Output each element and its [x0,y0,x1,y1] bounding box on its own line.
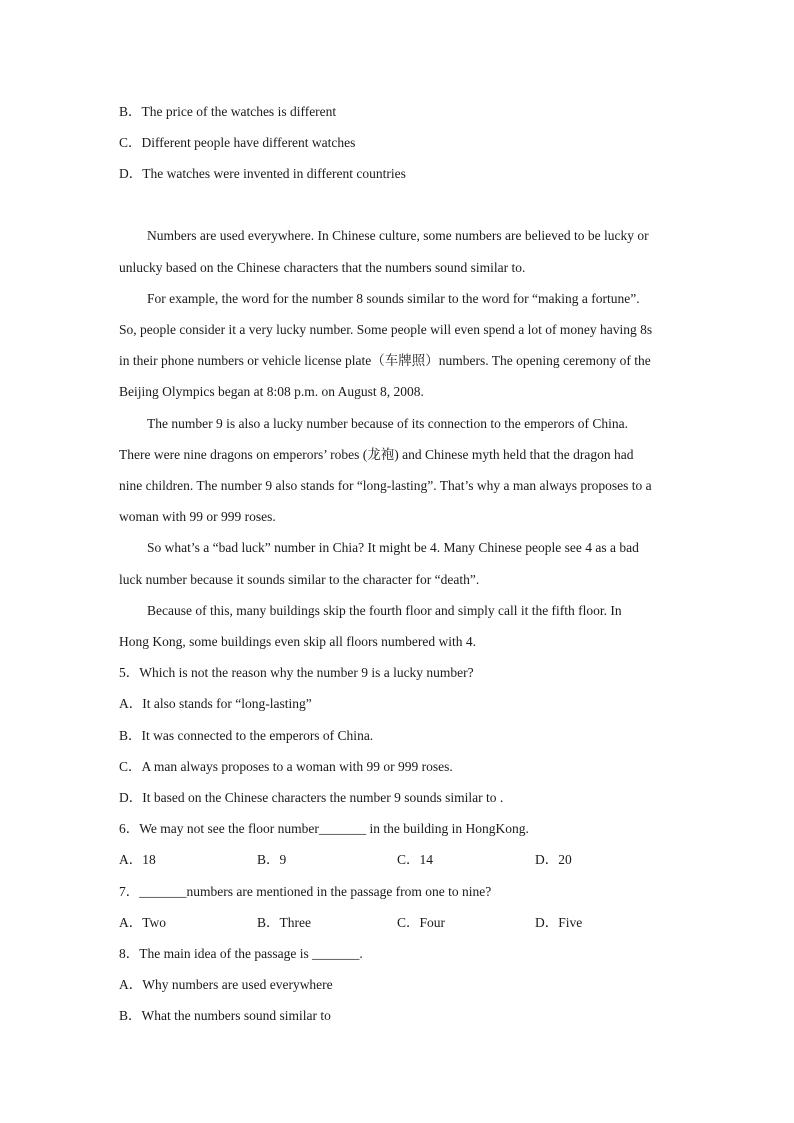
prev-question-option-d: D．The watches were invented in different countries [119,166,406,181]
passage-p2-line1: For example, the word for the number 8 sounds similar to the word for “making a fortune”. [147,291,640,306]
question-5-option-d: D．It based on the Chinese characters the number 9 sounds similar to . [119,790,504,805]
passage-p3-line3: nine children. The number 9 also stands for “long-lasting”. That’s why a man always proposes to a [119,478,652,493]
passage-p5-line1: Because of this, many buildings skip the fourth floor and simply call it the fifth floor. In [147,603,622,618]
question-5-option-b: B．It was connected to the emperors of China. [119,728,374,743]
passage-p2-line3: in their phone numbers or vehicle license plate（车牌照）numbers. The opening ceremony of the [119,353,651,368]
prev-question-option-c: C．Different people have different watches [119,135,356,150]
passage-p2-line2: So, people consider it a very lucky number. Some people will even spend a lot of money having 8s [119,322,653,337]
question-8-option-a: A．Why numbers are used everywhere [119,977,333,992]
question-7-option-b: B．Three [257,915,311,930]
question-8-stem: 8．The main idea of the passage is _______. [119,946,363,961]
question-6-stem: 6．We may not see the floor number_______ in the building in HongKong. [119,821,529,836]
passage-p3-line4: woman with 99 or 999 roses. [119,509,276,524]
question-5-option-a: A．It also stands for “long-lasting” [119,696,312,711]
passage-p5-line2: Hong Kong, some buildings even skip all floors numbered with 4. [119,634,476,649]
question-7-stem: 7．_______numbers are mentioned in the passage from one to nine? [119,884,492,899]
passage-p3-line1: The number 9 is also a lucky number because of its connection to the emperors of China. [147,416,628,431]
question-7-option-d: D．Five [535,915,583,930]
passage-p4-line2: luck number because it sounds similar to the character for “death”. [119,572,480,587]
question-5-option-c: C．A man always proposes to a woman with 99 or 999 roses. [119,759,453,774]
question-7-option-a: A．Two [119,915,167,930]
question-6-option-b: B．9 [257,852,287,867]
question-6-option-d: D．20 [535,852,572,867]
prev-question-option-b: B．The price of the watches is different [119,104,337,119]
question-6-option-a: A．18 [119,852,156,867]
question-6-option-c: C．14 [397,852,434,867]
passage-p1-line1: Numbers are used everywhere. In Chinese culture, some numbers are believed to be lucky or [147,228,649,243]
passage-p1-line2: unlucky based on the Chinese characters that the numbers sound similar to. [119,260,526,275]
question-5-stem: 5．Which is not the reason why the number 9 is a lucky number? [119,665,474,680]
question-8-option-b: B．What the numbers sound similar to [119,1008,331,1023]
passage-p4-line1: So what’s a “bad luck” number in Chia? It might be 4. Many Chinese people see 4 as a bad [147,540,639,555]
passage-p3-line2: There were nine dragons on emperors’ robes (龙袍) and Chinese myth held that the dragon had [119,447,634,462]
passage-p2-line4: Beijing Olympics began at 8:08 p.m. on August 8, 2008. [119,384,424,399]
question-7-option-c: C．Four [397,915,446,930]
